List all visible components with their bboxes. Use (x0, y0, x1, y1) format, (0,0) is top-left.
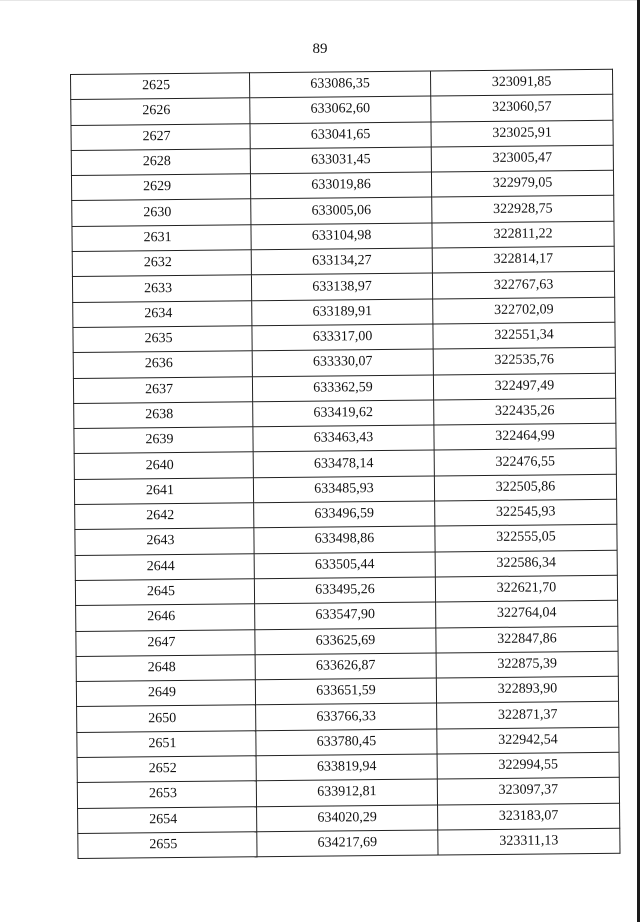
y-coordinate-cell: 323060,57 (431, 95, 613, 122)
x-coordinate-cell: 633419,62 (253, 400, 434, 427)
point-number-cell: 2632 (72, 250, 251, 277)
x-coordinate-cell: 633651,59 (255, 678, 436, 705)
point-number-cell: 2646 (76, 604, 255, 631)
x-coordinate-cell: 633625,69 (255, 628, 436, 655)
x-coordinate-cell: 633912,81 (256, 779, 437, 806)
scan-top-edge (0, 0, 640, 1)
point-number-cell: 2639 (74, 427, 253, 454)
x-coordinate-cell: 633330,07 (252, 349, 433, 376)
coordinates-table (70, 69, 621, 859)
y-coordinate-cell: 322464,99 (434, 423, 616, 450)
y-coordinate-cell: 322621,70 (435, 575, 617, 602)
point-number-cell: 2648 (76, 655, 255, 682)
point-number-cell: 2636 (73, 351, 252, 378)
point-number-cell: 2629 (71, 174, 250, 201)
x-coordinate-cell: 633134,27 (251, 248, 432, 275)
point-number-cell: 2647 (76, 629, 255, 656)
x-coordinate-cell: 633005,06 (251, 198, 432, 225)
x-coordinate-cell: 633478,14 (253, 450, 434, 477)
x-coordinate-cell: 633819,94 (256, 754, 437, 781)
y-coordinate-cell: 322811,22 (432, 221, 614, 248)
x-coordinate-cell: 633626,87 (255, 653, 436, 680)
y-coordinate-cell: 323097,37 (437, 778, 619, 805)
x-coordinate-cell: 633463,43 (253, 425, 434, 452)
point-number-cell: 2644 (75, 553, 254, 580)
point-number-cell: 2650 (77, 705, 256, 732)
y-coordinate-cell: 322814,17 (432, 246, 614, 273)
y-coordinate-cell: 322942,54 (437, 727, 619, 754)
y-coordinate-cell: 322555,05 (435, 525, 617, 552)
x-coordinate-cell: 633062,60 (250, 96, 431, 123)
point-number-cell: 2654 (78, 806, 257, 833)
y-coordinate-cell: 323183,07 (438, 803, 620, 830)
y-coordinate-cell: 322928,75 (432, 196, 614, 223)
point-number-cell: 2625 (71, 73, 250, 100)
x-coordinate-cell: 634020,29 (257, 805, 438, 832)
point-number-cell: 2631 (72, 225, 251, 252)
y-coordinate-cell: 322979,05 (431, 170, 613, 197)
point-number-cell: 2627 (71, 123, 250, 150)
y-coordinate-cell: 322847,86 (436, 626, 618, 653)
x-coordinate-cell: 633485,93 (253, 476, 434, 503)
point-number-cell: 2637 (73, 376, 252, 403)
x-coordinate-cell: 633547,90 (255, 602, 436, 629)
y-coordinate-cell: 322994,55 (437, 752, 619, 779)
point-number-cell: 2633 (72, 275, 251, 302)
x-coordinate-cell: 633317,00 (252, 324, 433, 351)
x-coordinate-cell: 633104,98 (251, 223, 432, 250)
x-coordinate-cell: 633019,86 (250, 172, 431, 199)
point-number-cell: 2626 (71, 98, 250, 125)
y-coordinate-cell: 322535,76 (433, 348, 615, 375)
y-coordinate-cell: 322545,93 (435, 499, 617, 526)
table-row (78, 828, 620, 858)
x-coordinate-cell: 633189,91 (252, 299, 433, 326)
x-coordinate-cell: 633138,97 (251, 273, 432, 300)
x-coordinate-cell: 633086,35 (249, 71, 430, 98)
x-coordinate-cell: 633031,45 (250, 147, 431, 174)
y-coordinate-cell: 322505,86 (434, 474, 616, 501)
y-coordinate-cell: 323091,85 (430, 69, 612, 96)
y-coordinate-cell: 322875,39 (436, 651, 618, 678)
x-coordinate-cell: 633505,44 (254, 552, 435, 579)
x-coordinate-cell: 633041,65 (250, 122, 431, 149)
point-number-cell: 2630 (72, 199, 251, 226)
point-number-cell: 2652 (77, 756, 256, 783)
y-coordinate-cell: 323025,91 (431, 120, 613, 147)
point-number-cell: 2653 (77, 781, 256, 808)
x-coordinate-cell: 633496,59 (254, 501, 435, 528)
x-coordinate-cell: 633495,26 (254, 577, 435, 604)
point-number-cell: 2642 (75, 503, 254, 530)
point-number-cell: 2640 (74, 452, 253, 479)
point-number-cell: 2641 (74, 478, 253, 505)
x-coordinate-cell: 633780,45 (256, 729, 437, 756)
y-coordinate-cell: 322497,49 (433, 373, 615, 400)
y-coordinate-cell: 322871,37 (437, 702, 619, 729)
page-number: 89 (312, 41, 328, 57)
y-coordinate-cell: 323005,47 (431, 145, 613, 172)
point-number-cell: 2638 (74, 402, 253, 429)
x-coordinate-cell: 633766,33 (256, 703, 437, 730)
y-coordinate-cell: 322435,26 (434, 398, 616, 425)
y-coordinate-cell: 322702,09 (433, 297, 615, 324)
y-coordinate-cell: 323311,13 (438, 828, 620, 855)
point-number-cell: 2628 (71, 149, 250, 176)
point-number-cell: 2643 (75, 528, 254, 555)
point-number-cell: 2645 (75, 579, 254, 606)
coordinates-table-body (71, 69, 621, 858)
x-coordinate-cell: 633498,86 (254, 526, 435, 553)
y-coordinate-cell: 322586,34 (435, 550, 617, 577)
point-number-cell: 2649 (76, 680, 255, 707)
y-coordinate-cell: 322476,55 (434, 449, 616, 476)
y-coordinate-cell: 322767,63 (432, 272, 614, 299)
point-number-cell: 2651 (77, 730, 256, 757)
point-number-cell: 2655 (78, 832, 257, 859)
y-coordinate-cell: 322551,34 (433, 322, 615, 349)
point-number-cell: 2635 (73, 326, 252, 353)
y-coordinate-cell: 322764,04 (436, 601, 618, 628)
x-coordinate-cell: 633362,59 (252, 375, 433, 402)
y-coordinate-cell: 322893,90 (436, 676, 618, 703)
x-coordinate-cell: 634217,69 (257, 830, 438, 857)
point-number-cell: 2634 (73, 300, 252, 327)
